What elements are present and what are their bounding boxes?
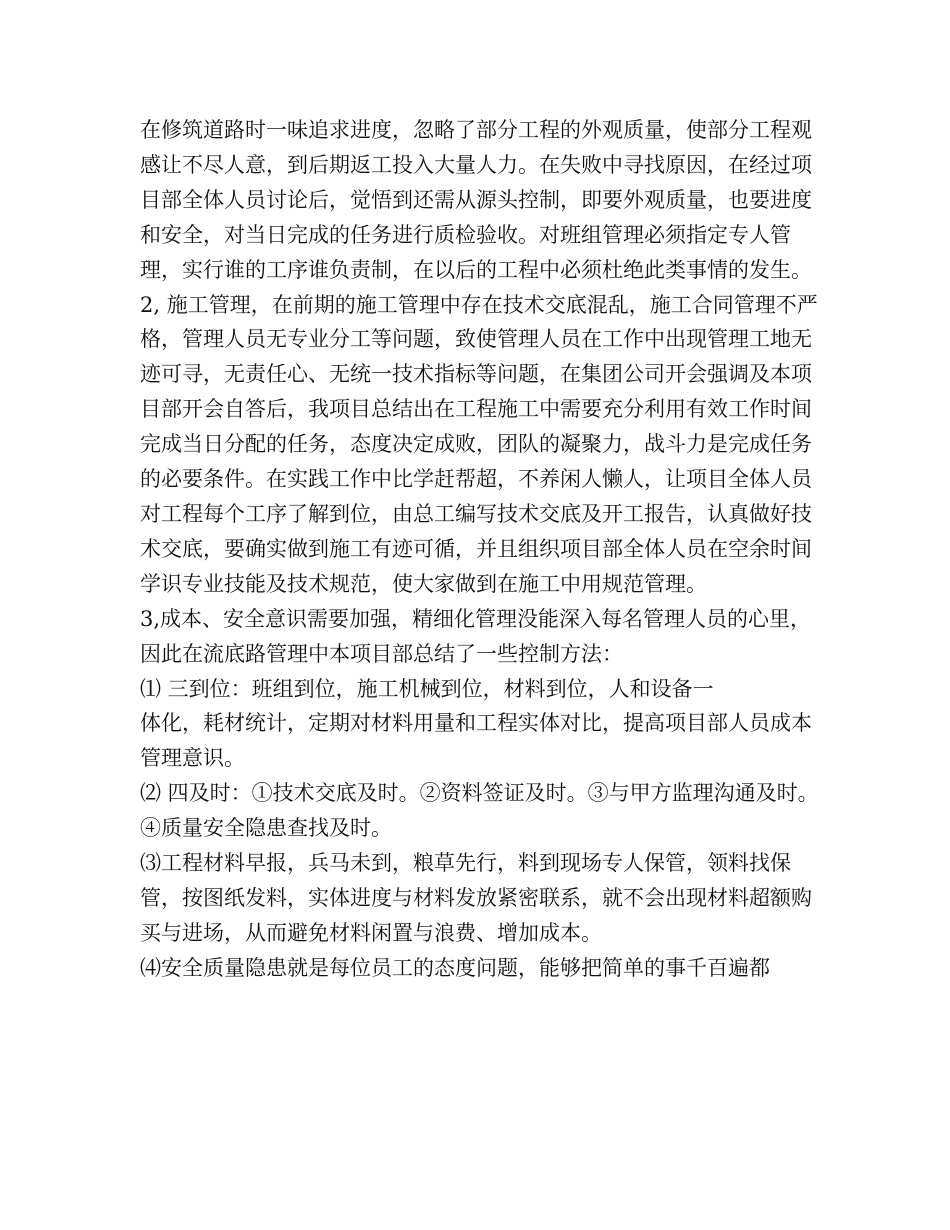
paragraph-item-1: ⑴ 三到位：班组到位，施工机械到位，材料到位，人和设备一 xyxy=(140,676,714,701)
paragraph-road-quality: 在修筑道路时一味追求进度，忽略了部分工程的外观质量，使部分工程观感让不尽人意，到后期返工投入大量人力。在失败中寻找原因，在经过项目部全体人员讨论后，觉悟到还需从源头控制，即要外观质量，也要进度和安全，对当日完成的任务进行质检验收。对班组管理必须指定专人管理，实行谁的工序谁负责制，在以后的工程中必须杜绝此类事情的发生。 xyxy=(140,118,812,282)
paragraph-construction-management: 2, 施工管理，在前期的施工管理中存在技术交底混乱，施工合同管理不严格，管理人员无专业分工等问题，致使管理人员在工作中出现管理工地无迹可寻，无责任心、无统一技术指标等问题，在集团公司开会强调及本项目部开会自答后，我项目总结出在工程施工中需要充分利用有效工作时间完成当日分配的任务，态度决定成败，团队的凝聚力，战斗力是完成任务的必要条件。在实践工作中比学赶帮超，不养闲人懒人，让项目全体人员对工程每个工序了解到位，由总工编写技术交底及开工报告，认真做好技术交底，要确实做到施工有迹可循，并且组织项目部全体人员在空余时间学识专业技能及技术规范，使大家做到在施工中用规范管理。 xyxy=(140,292,818,596)
paragraph-cost-safety: 3,成本、安全意识需要加强，精细化管理没能深入每名管理人员的心里，因此在流底路管理中本项目部总结了一些控制方法： xyxy=(140,606,812,666)
document-body xyxy=(140,113,820,986)
paragraph-item-2: ⑵ 四及时：①技术交底及时。②资料签证及时。③与甲方监理沟通及时。④质量安全隐患查找及时。 xyxy=(140,781,819,841)
paragraph-item-4: ⑷安全质量隐患就是每位员工的态度问题，能够把简单的事千百遍都 xyxy=(140,955,770,980)
paragraph-item-3: ⑶工程材料早报，兵马未到，粮草先行，料到现场专人保管，领料找保管，按图纸发料，实体进度与材料发放紧密联系，就不会出现材料超额购买与进场，从而避免材料闲置与浪费、增加成本。 xyxy=(140,851,812,945)
paragraph-item-1-continued: 体化，耗材统计，定期对材料用量和工程实体对比，提高项目部人员成本管理意识。 xyxy=(140,711,812,771)
